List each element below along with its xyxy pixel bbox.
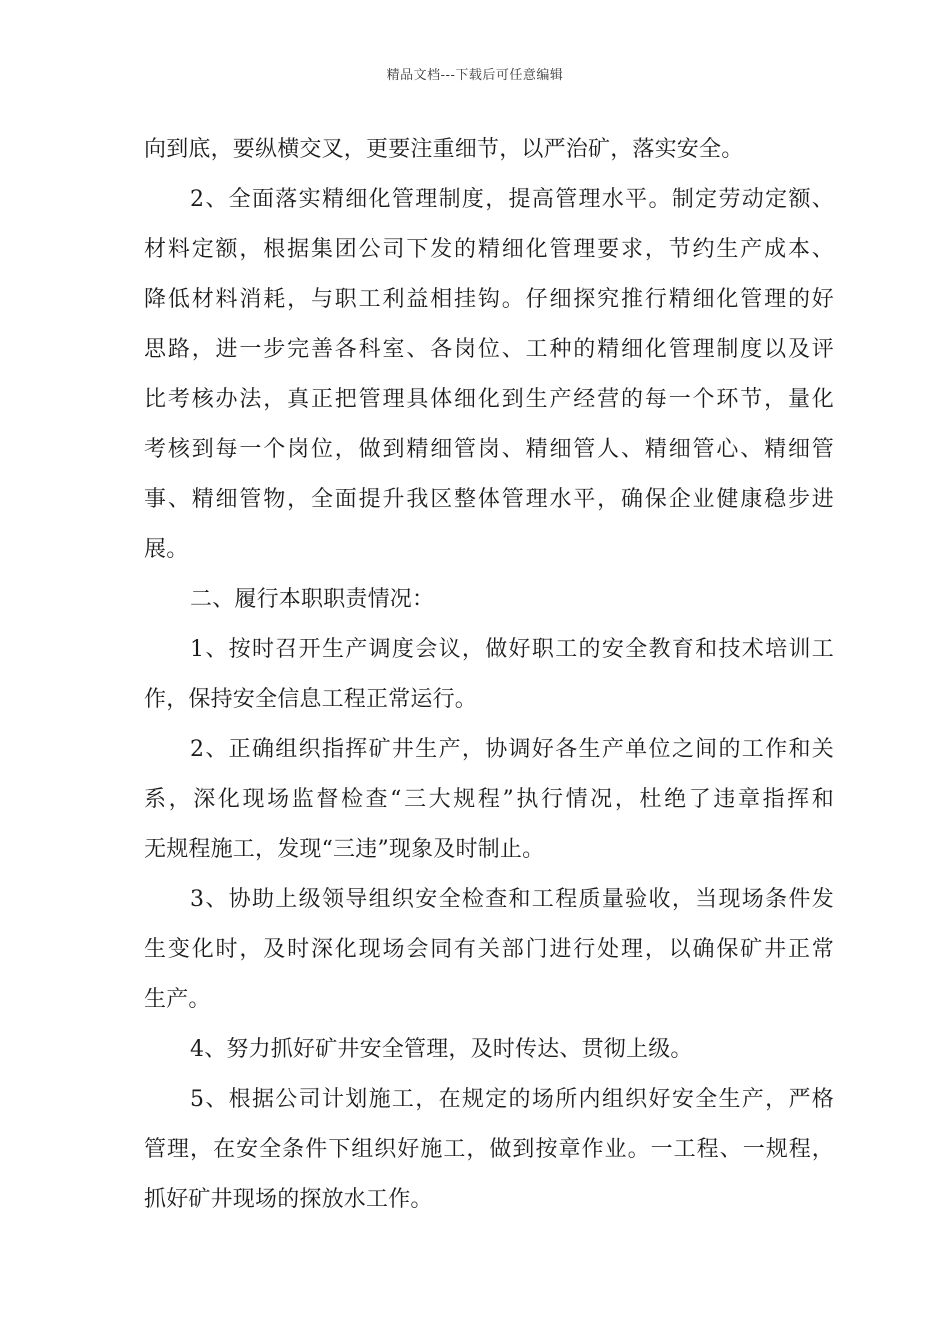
text-line: 4、努力抓好矿井安全管理，及时传达、贯彻上级。 — [190, 1037, 693, 1062]
text-line: 比考核办法，真正把管理具体细化到生产经营的每一个环节，量化 — [144, 387, 834, 412]
page-header: 精品文档---下载后可任意编辑 — [386, 68, 564, 83]
text-line: 事、精细管物，全面提升我区整体管理水平，确保企业健康稳步进 — [144, 487, 834, 512]
text-line: 2、正确组织指挥矿井生产，协调好各生产单位之间的工作和关 — [190, 737, 834, 762]
text-line: 生变化时，及时深化现场会同有关部门进行处理，以确保矿井正常 — [144, 937, 834, 962]
text-line: 2、全面落实精细化管理制度，提高管理水平。制定劳动定额、 — [190, 187, 834, 212]
text-line: 展。 — [144, 537, 189, 562]
text-line: 管理，在安全条件下组织好施工，做到按章作业。一工程、一规程， — [144, 1137, 834, 1162]
text-line: 生产。 — [144, 987, 211, 1012]
text-line: 系，深化现场监督检查“三大规程”执行情况，杜绝了违章指挥和 — [144, 787, 834, 812]
text-line: 作，保持安全信息工程正常运行。 — [144, 687, 478, 712]
text-line: 材料定额，根据集团公司下发的精细化管理要求，节约生产成本、 — [144, 237, 834, 262]
text-line: 无规程施工，发现“三违”现象及时制止。 — [144, 837, 545, 862]
text-line: 降低材料消耗，与职工利益相挂钩。仔细探究推行精细化管理的好 — [144, 287, 834, 312]
text-line: 思路，进一步完善各科室、各岗位、工种的精细化管理制度以及评 — [144, 337, 834, 362]
text-line: 向到底，要纵横交叉，更要注重细节，以严治矿，落实安全。 — [144, 137, 744, 162]
text-line: 1、按时召开生产调度会议，做好职工的安全教育和技术培训工 — [190, 637, 834, 662]
text-line: 抓好矿井现场的探放水工作。 — [144, 1187, 433, 1212]
text-line: 5、根据公司计划施工，在规定的场所内组织好安全生产，严格 — [190, 1087, 834, 1112]
text-line: 考核到每一个岗位，做到精细管岗、精细管人、精细管心、精细管 — [144, 437, 834, 462]
text-line: 3、协助上级领导组织安全检查和工程质量验收，当现场条件发 — [190, 887, 834, 912]
section-heading: 二、履行本职职责情况： — [190, 587, 435, 612]
document-body — [144, 128, 834, 1228]
